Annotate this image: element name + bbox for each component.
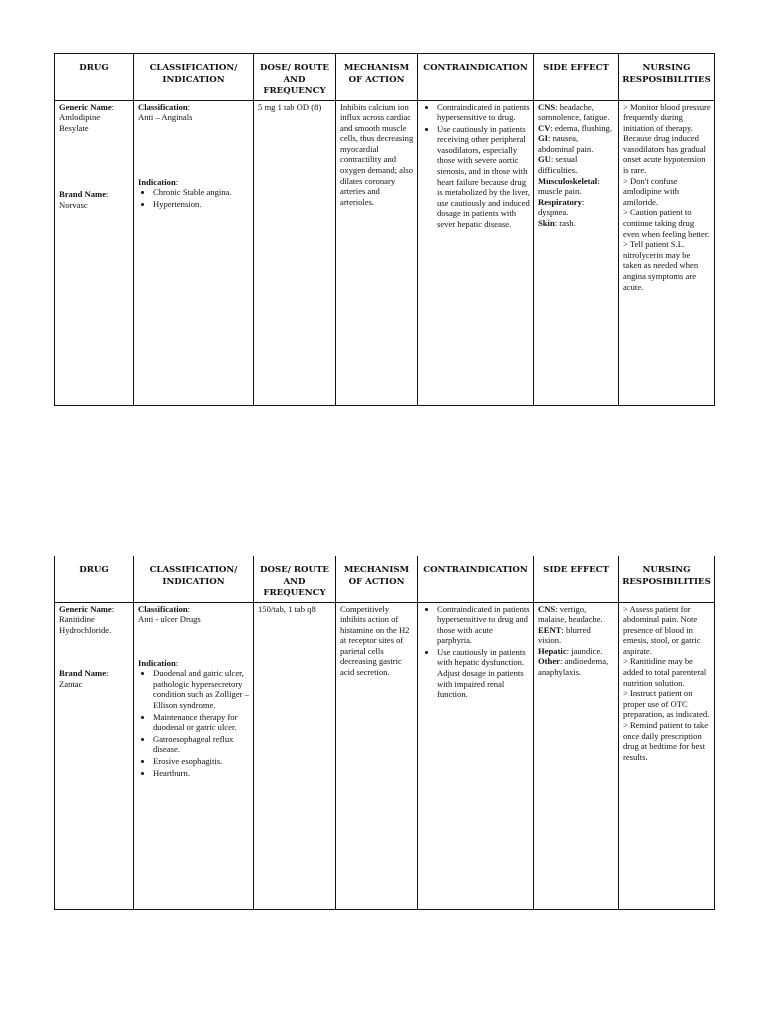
classification-label: Classification — [138, 603, 188, 614]
header-classification: CLASSIFICATION/ INDICATION — [134, 556, 254, 602]
header-dose: DOSE/ ROUTE AND FREQUENCY — [254, 556, 336, 602]
nursing-cell — [619, 602, 715, 909]
side-effect-label: CNS — [538, 101, 556, 112]
header-nursing: NURSING RESPOSIBILITIES — [619, 556, 715, 602]
contraindication-list — [422, 102, 530, 230]
classification-label: Classification — [138, 101, 188, 112]
nursing-item: > Monitor blood pressure frequently during initiation of therapy. Because drug induced vasodilators has gradual onset acute hypotension is rare. — [623, 101, 711, 176]
drug-table-ranitidine — [54, 556, 715, 910]
drug-cell: Generic Name: Ranitidine Hydrochloride. Brand Name: Zantac — [55, 602, 134, 909]
list-item: • Contraindicated in patients hypersensitive to drug. — [437, 102, 530, 123]
side-effect-label: Respiratory — [538, 196, 582, 207]
side-effect-label: Hepatic — [538, 645, 567, 656]
table-row — [55, 100, 715, 405]
brand-name-label: Brand Name — [59, 189, 107, 200]
list-item: • Gatroesophageal reflux disease. — [153, 734, 250, 755]
side-effect-label: CNS — [538, 603, 556, 614]
side-effect-label: Other — [538, 656, 560, 667]
nursing-cell — [619, 100, 715, 405]
brand-name: Norvasc — [59, 199, 88, 210]
header-drug: DRUG — [55, 556, 134, 602]
header-mechanism: MECHANISM OF ACTION — [336, 556, 418, 602]
nursing-item: > Instruct patient on proper use of OTC preparation, as indicated. — [623, 688, 710, 720]
generic-name: Ranitidine Hydrochloride. — [59, 614, 112, 635]
indication-label: Indication — [138, 176, 176, 187]
nursing-item: > Don't confuse amlodipine with amiloride. — [623, 175, 680, 207]
header-contraindication: CONTRAINDICATION — [418, 556, 534, 602]
drug-table-amlodipine — [54, 53, 715, 406]
side-effect-text: : muscle pain. — [538, 175, 600, 197]
classification-cell: Classification: Anti - ulcer Drugs Indication: • Duodenal and gatric ulcer, pathologic hypersecretory condition such as Zolliger – Ellison syndrome. • Maintenance therapy for duodenal or gatric ulcer. • Gatroesophageal reflux disease. • Erosive esophagitis. • Heartburn. — [134, 602, 254, 909]
list-item: • Chronic Stable angina. — [153, 187, 250, 198]
side-effect-text: : dyspnea. — [538, 196, 585, 218]
side-effect-text: : rash. — [554, 218, 576, 229]
side-effect-label: GU — [538, 154, 551, 165]
dose-cell: 5 mg 1 tab OD (8) — [254, 100, 336, 405]
table-row — [55, 602, 715, 909]
list-item: • Contraindicated in patients hypersensitive to drug and those with acute parphyria. — [437, 604, 530, 646]
side-effect-text: : andioedema, anaphylaxis. — [538, 656, 609, 678]
drug-cell: Generic Name: Amlodipine Besylate Brand Name: Norvasc — [55, 100, 134, 405]
list-item: • Maintenance therapy for duodenal or gatric ulcer. — [153, 712, 250, 733]
generic-name: Amlodipine Besylate — [59, 112, 101, 133]
brand-name: Zantac — [59, 678, 83, 689]
table-header-row — [55, 54, 715, 101]
indication-list — [138, 668, 250, 778]
contraindication-cell — [418, 602, 534, 909]
nursing-item: > Assess patient for abdominal pain. Note presence of blood in emesis, stool, or gatric aspirate. — [623, 603, 701, 656]
header-classification: CLASSIFICATION/ INDICATION — [134, 54, 254, 101]
header-side-effect: SIDE EFFECT — [534, 556, 619, 602]
side-effect-text: : blurred vision. — [538, 624, 591, 646]
side-effect-label: CV — [538, 122, 551, 133]
brand-name-label: Brand Name — [59, 668, 107, 679]
side-effect-text: : jaundice. — [566, 645, 603, 656]
list-item: • Use cautiously in patients receiving other peripheral vasodilators, especially those with severe aortic stenosis, and in those with heart failure because drug is metabolized by the liver, use cautiously and induced dosage in patients with sever hepatic disease. — [437, 124, 530, 230]
list-item: • Heartburn. — [153, 768, 250, 779]
side-effect-text: : headache, somnolence, fatigue. — [538, 101, 610, 123]
header-drug: DRUG — [55, 54, 134, 101]
generic-name-label: Generic Name — [59, 101, 112, 112]
dose-cell: 150/tab, 1 tab q8 — [254, 602, 336, 909]
nursing-item: > Tell patient S.L. nitrolycerin may be taken as needed when angina symptoms are acute. — [623, 239, 699, 292]
nursing-item: > Caution patient to continue taking drug even when feeling better. — [623, 207, 710, 239]
header-nursing: NURSING RESPOSIBILITIES — [619, 54, 715, 101]
table-header-row — [55, 556, 715, 602]
mechanism-cell: Competitively inhibits action of histamine on the H2 at receptor sites of parietal cells decreasing gastric acid secretion. — [336, 602, 418, 909]
side-effect-text: : sexual difficulties. — [538, 154, 578, 176]
list-item: • Duodenal and gatric ulcer, pathologic hypersecretory condition such as Zolliger – Ellison syndrome. — [153, 668, 250, 710]
list-item: • Erosive esophagitis. — [153, 756, 250, 767]
side-effect-cell — [534, 100, 619, 405]
classification-value: Anti – Anginals — [138, 112, 193, 123]
side-effect-label: Musculoskeletal — [538, 175, 598, 186]
header-contraindication: CONTRAINDICATION — [418, 54, 534, 101]
nursing-item: > Ranitidine may be added to total parenteral nutrition solution. — [623, 656, 707, 688]
contraindication-list — [422, 604, 530, 700]
header-side-effect: SIDE EFFECT — [534, 54, 619, 101]
header-mechanism: MECHANISM OF ACTION — [336, 54, 418, 101]
classification-cell: Classification: Anti – Anginals Indication: • Chronic Stable angina. • Hypertension. — [134, 100, 254, 405]
list-item: • Use cautiously in patients with hepatic dysfunction. Adjust dosage in patients with impaired renal function. — [437, 647, 530, 700]
contraindication-cell — [418, 100, 534, 405]
generic-name-label: Generic Name — [59, 603, 112, 614]
nursing-item: > Remind patient to take once daily prescription drug at bedtime for best results. — [623, 720, 709, 762]
side-effect-text: : edema, flushing. — [550, 122, 612, 133]
classification-value: Anti - ulcer Drugs — [138, 614, 201, 625]
indication-list — [138, 187, 250, 209]
list-item: • Hypertension. — [153, 199, 250, 210]
side-effect-label: Skin — [538, 218, 555, 229]
indication-label: Indication — [138, 657, 176, 668]
side-effect-text: : vertigo, malaise, headache. — [538, 603, 603, 625]
side-effect-text: : nausea, abdominal pain. — [538, 133, 594, 154]
side-effect-label: GI — [538, 133, 549, 144]
side-effect-cell — [534, 602, 619, 909]
header-dose: DOSE/ ROUTE AND FREQUENCY — [254, 54, 336, 101]
side-effect-label: EENT — [538, 624, 562, 635]
mechanism-cell: Inhibits calcium ion influx across cardiac and smooth muscle cells, thus decreasing myocardial contractility and oxygen demand; also dilates coronary arteries and arterioles. — [336, 100, 418, 405]
